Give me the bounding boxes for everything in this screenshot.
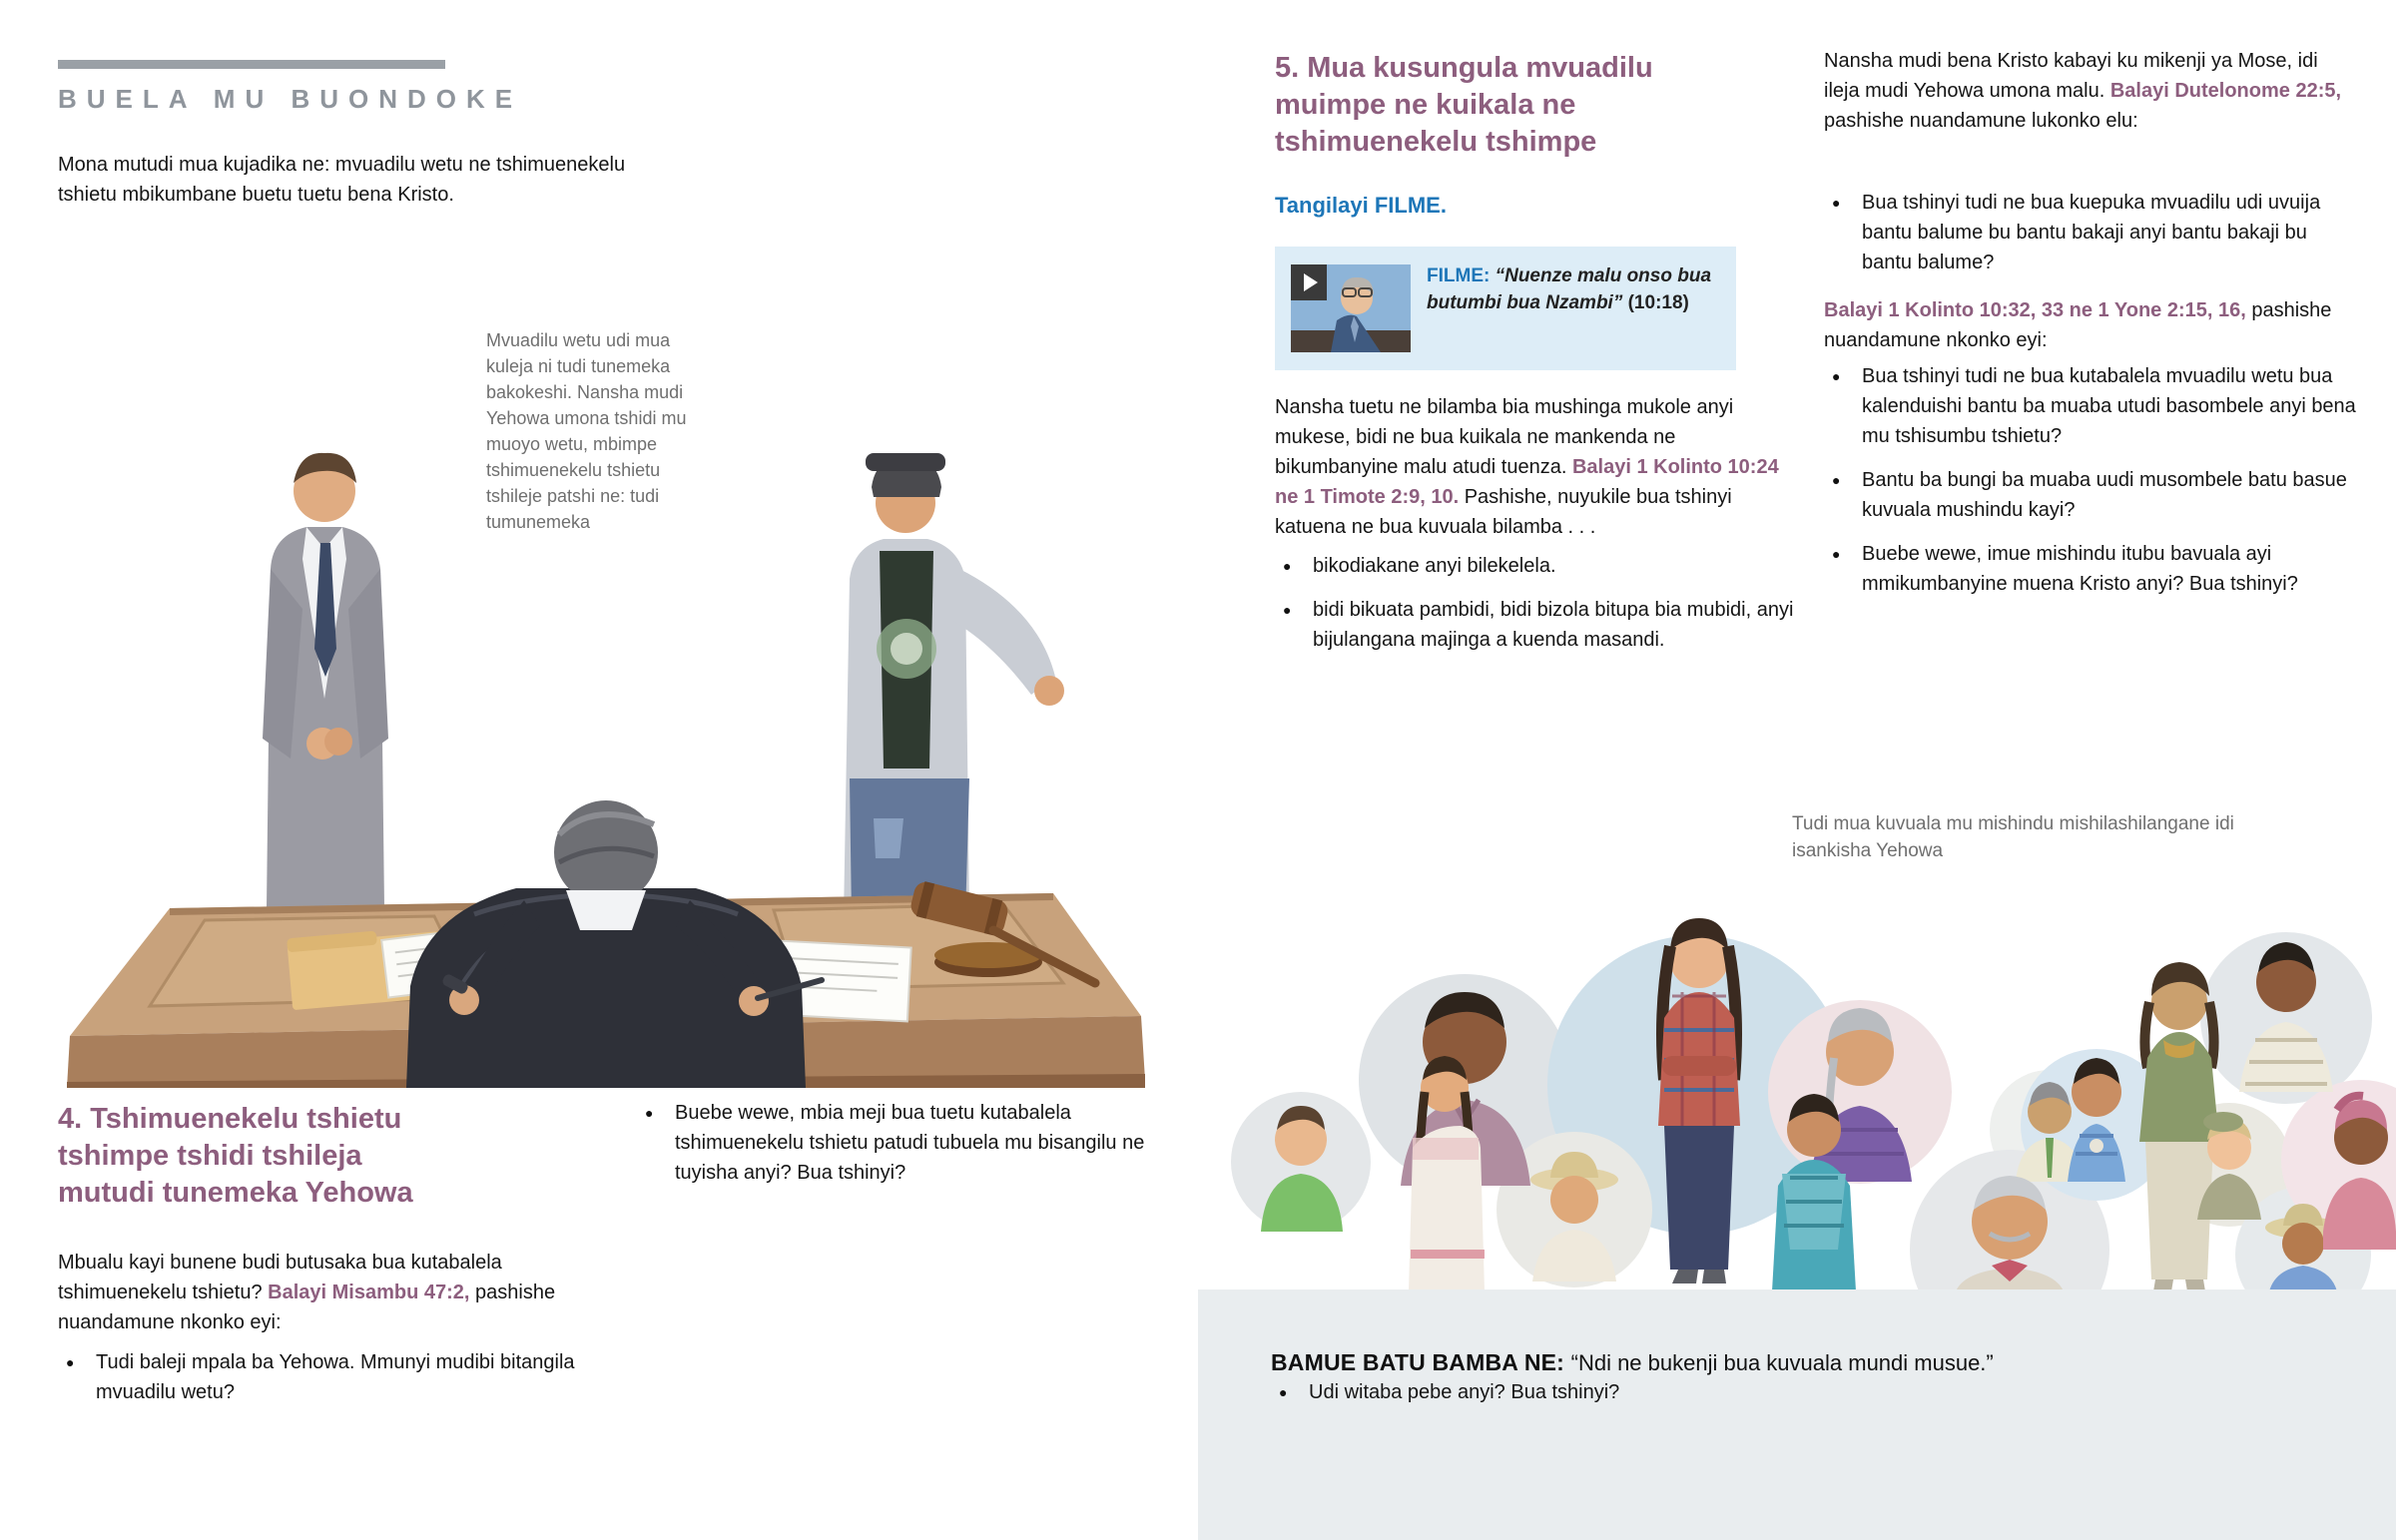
list-item: ● Tudi baleji mpala ba Yehowa. Mmunyi mudibi bitangila mvuadilu wetu? (58, 1347, 597, 1407)
list-item: ● Bua tshinyi tudi ne bua kuepuka mvuadilu udi uvuija bantu balume bu bantu bakaji anyi bantu bakaji bu bantu balume? (1824, 188, 2353, 277)
section5-paragraph (1275, 392, 1789, 542)
section5-text-pre: Nansha tuetu ne bilamba bia mushinga mukole anyi mukese, bidi ne bua kuikala ne mankenda ne bikumbanyine malu atudi tuenza. (1275, 396, 1734, 478)
group-illustration-caption: Tudi mua kuvuala mu mishindu mishilashilangane idi isankisha Yehowa (1792, 813, 2234, 861)
column2-leadin-post: pashishe nuandamune nkonko eyi: (1824, 299, 2332, 351)
section4-text-post: pashishe nuandamune nkonko eyi: (58, 1282, 556, 1333)
courtroom-caption: Mvuadilu wetu udi mua kuleja ni tudi tunemeka bakokeshi. Nansha mudi Yehowa umona tshidi mu muoyo wetu, mbimpe tshimuenekelu tshietu tshileje patshi ne: tudi tumunemeka (486, 330, 687, 532)
section4-text-pre: Mbualu kayi bunene budi butusaka bua kutabalela tshimuenekelu tshietu? (58, 1252, 502, 1303)
column2-text-post: pashishe nuandamune lukonko elu: (1824, 110, 2138, 132)
column2-paragraph (1824, 46, 2348, 136)
list-item: ● Udi witaba pebe anyi? Bua tshinyi? (1271, 1377, 2169, 1407)
film-duration: (10:18) (1622, 292, 1689, 313)
column2-text-pre: Nansha mudi bena Kristo kabayi ku mikenji ya Mose, idi ileja mudi Yehowa umona malu. (1824, 50, 2318, 102)
section5-bullet-list (1275, 551, 1794, 669)
column2-bullet-list-a (1824, 188, 2353, 291)
section4-heading: 4. Tshimuenekelu tshietu tshimpe tshidi tshileja mutudi tunemeka Yehowa (58, 1103, 413, 1209)
footer-lead-text (1271, 1347, 2329, 1378)
footer-quote-panel (1198, 1289, 2396, 1540)
film-callout-box (1275, 247, 1736, 370)
kicker-rule (58, 60, 445, 69)
suited-man-figure (263, 453, 388, 908)
footer-quote: “Ndi ne bukenji bua kuvuala mundi musue.” (1570, 1350, 1994, 1375)
list-item: ● Buebe wewe, mbia meji bua tuetu kutabalela tshimuenekelu tshietu patudi tubuela mu bisangilu ne tuyisha anyi? Bua tshinyi? (637, 1098, 1146, 1188)
play-icon[interactable] (1291, 264, 1327, 300)
watch-film-link[interactable]: Tangilayi FILME. (1275, 193, 1447, 218)
film-title: “Nuenze malu onso bua butumbi bua Nzambi” (1427, 265, 1712, 313)
list-item: ● bidi bikuata pambidi, bidi bizola bitupa bia mubidi, anyi bijulangana majinga a kuenda masandi. (1275, 595, 1794, 655)
column2-leadin (1824, 295, 2348, 355)
list-item: ● Bua tshinyi tudi ne bua kutabalela mvuadilu wetu bua kalenduishi bantu ba muaba utudi basombele anyi bena mu tshisumbu tshietu? (1824, 361, 2358, 451)
scripture-link-dutelonome[interactable]: Balayi Dutelonome 22:5, (2109, 80, 2342, 102)
section5-text-post: Pashishe, nuyukile bua tshinyi katuena ne bua kuvuala bilamba . . . (1275, 486, 1732, 538)
intro-paragraph: Mona mutudi mua kujadika ne: mvuadilu wetu ne tshimuenekelu tshietu mbikumbane buetu tuetu bena Kristo. (58, 154, 626, 206)
courtroom-illustration (55, 439, 1158, 1088)
person-woman-plaid (1658, 918, 1740, 1283)
list-item: ● Buebe wewe, imue mishindu itubu bavuala ayi mmikumbanyine muena Kristo anyi? Bua tshinyi? (1824, 539, 2358, 599)
section-kicker: BUELA MU BUONDOKE (58, 84, 523, 114)
column2-bullet-list-b (1824, 361, 2358, 613)
scripture-link-kolinto-yone[interactable]: Balayi 1 Kolinto 10:32, 33 ne 1 Yone 2:15, 16, (1824, 299, 2246, 321)
section4-paragraph (58, 1248, 622, 1337)
casual-youth-figure (844, 453, 1064, 918)
list-item: ● Bantu ba bungi ba muaba uudi musombele batu basue kuvuala mushindu kayi? (1824, 465, 2358, 525)
diverse-people-illustration (1213, 830, 2396, 1291)
section4-bullet-list (58, 1347, 597, 1421)
film-label: FILME: (1427, 265, 1496, 286)
scripture-link-misambu[interactable]: Balayi Misambu 47:2, (268, 1282, 470, 1303)
footer-lead-label: BAMUE BATU BAMBA NE: (1271, 1349, 1571, 1375)
section5-heading: 5. Mua kusungula mvuadilu muimpe ne kuikala ne tshimuenekelu tshimpe (1275, 52, 1653, 158)
film-title-text (1427, 262, 1722, 316)
footer-bullet-list (1271, 1377, 2169, 1421)
list-item: ● bikodiakane anyi bilekelela. (1275, 551, 1794, 581)
judge-figure (406, 800, 822, 1088)
scripture-link-kolinto-timote[interactable]: Balayi 1 Kolinto 10:24 ne 1 Timote 2:9, 10. (1275, 456, 1779, 508)
section4-bullet-list-col2 (637, 1098, 1146, 1202)
video-thumbnail[interactable] (1291, 264, 1411, 352)
